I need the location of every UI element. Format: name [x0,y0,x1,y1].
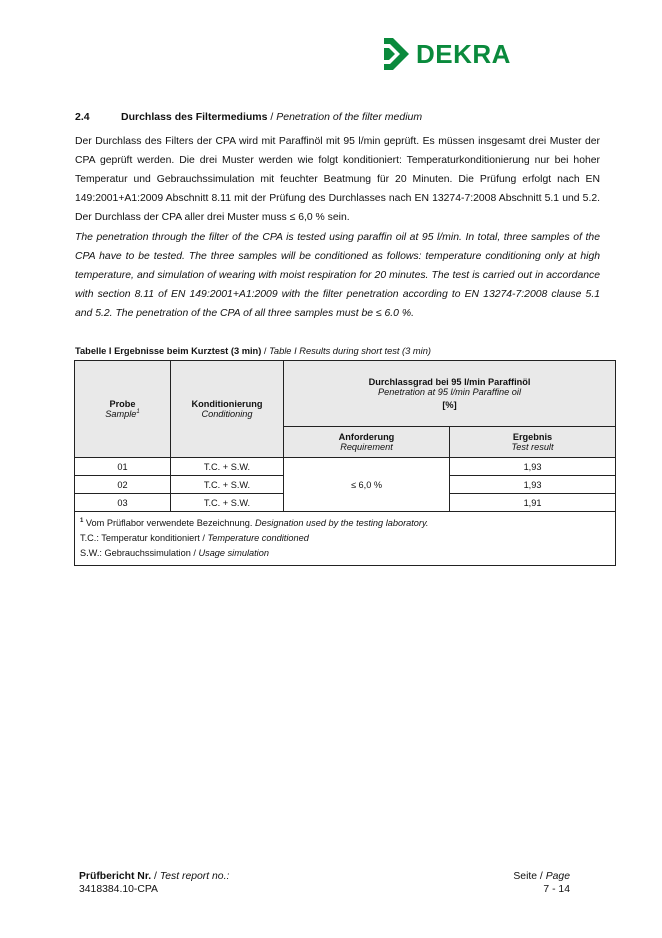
table-footnotes [75,512,616,566]
cell-requirement: ≤ 6,0 % [284,458,450,512]
footnote-2-en: Temperature conditioned [207,533,309,544]
header-probe-de: Probe [109,398,136,409]
table-caption-en: Table I Results during short test (3 min) [269,346,431,356]
header-conditioning-en: Conditioning [201,409,253,419]
footnote-1-en: Designation used by the testing laboratory. [254,518,429,529]
footnote-1-sup: 1 [80,518,84,524]
table-caption-separator: / [261,346,270,356]
footnote-3-de: S.W.: Gebrauchssimulation / [80,548,199,559]
footnote-cell [75,512,616,566]
header-requirement [284,427,450,458]
footnote-2 [80,531,610,546]
header-probe [75,361,171,458]
dekra-logo-icon [384,38,410,70]
section-heading [75,111,422,123]
header-requirement-de: Anforderung [338,432,395,442]
header-result-en: Test result [511,442,554,452]
footer-report-sep: / [151,871,160,882]
dekra-logo [384,38,511,70]
footer-page-sep: / [537,871,546,882]
header-conditioning [171,361,284,458]
header-probe-sup: 1 [136,408,140,415]
footer-report-label-en: Test report no.: [159,871,230,882]
table-caption [75,346,431,356]
footer-page-number: 7 - 14 [543,884,570,895]
footnote-3 [80,546,610,561]
footer-page-label-de: Seite [513,871,538,882]
header-result-de: Ergebnis [512,432,553,442]
footnote-2-de: T.C.: Temperatur konditioniert / [80,533,208,544]
cell-result: 1,93 [450,458,616,476]
footnote-1-de: Vom Prüflabor verwendete Bezeichnung. [83,518,255,529]
cell-conditioning: T.C. + S.W. [171,476,284,494]
footer-report-number: 3418384.10-CPA [79,884,158,895]
cell-probe: 02 [75,476,171,494]
cell-probe: 01 [75,458,171,476]
logo-text: DEKRA [416,39,511,69]
header-result [450,427,616,458]
footer-report [79,870,229,896]
footnote-1 [80,514,610,531]
header-requirement-en: Requirement [340,442,393,452]
header-probe-en: Sample [105,409,137,420]
paragraph-german: Der Durchlass des Filters der CPA wird mit Paraffinöl mit 95 l/min geprüft. Es müssen insgesamt drei Muster der CPA geprüft werden. Die drei Muster werden wie folgt konditioniert: Temperaturkonditionierung nur bei hoher Temperatur und Gebrauchssimulation mit feuchter Beatmung für 20 Minuten. Die Prüfung erfolgt nach EN 149:2001+A1:2009 Abschnitt 8.11 mit der Prüfung des Durchlasses nach EN 13274-7:2008 Abschnitt 5.1 und 5.2. Der Durchlass der CPA aller drei Muster muss ≤ 6,0 % sein. [75,136,600,223]
section-number: 2.4 [75,111,90,123]
footer-page-label-en: Page [545,871,570,882]
section-separator: / [270,111,274,123]
header-conditioning-de: Konditionierung [191,399,263,409]
section-title-en: Penetration of the filter medium [276,111,423,123]
footer-page [508,870,570,896]
cell-result: 1,93 [450,476,616,494]
header-penetration-group [284,361,616,427]
header-group-unit: [%] [442,400,457,410]
header-group-de: Durchlassgrad bei 95 l/min Paraffinöl [368,377,531,387]
cell-conditioning: T.C. + S.W. [171,458,284,476]
table-row [75,458,616,476]
results-table [74,360,616,566]
table-caption-de: Tabelle I Ergebnisse beim Kurztest (3 min) [75,346,262,356]
cell-result: 1,91 [450,494,616,512]
section-title-de: Durchlass des Filtermediums [121,111,268,123]
header-group-en: Penetration at 95 l/min Paraffine oil [378,387,521,397]
cell-probe: 03 [75,494,171,512]
cell-conditioning: T.C. + S.W. [171,494,284,512]
footer-report-label-de: Prüfbericht Nr. [79,871,152,882]
footnote-3-en: Usage simulation [198,548,269,559]
paragraph-english: The penetration through the filter of the CPA is tested using paraffin oil at 95 l/min. In total, three samples of the CPA have to be tested. The three samples will be conditioned as follows: temperature conditioning only at high temperature, and simulation of wearing with moist respiration for 20 minutes. The test is carried out in accordance with section 8.11 of EN 149:2001+A1:2009 with the filter penetration according to EN 13274-7:2008 clause 5.1 and 5.2. The penetration of the CPA of all three samples must be ≤ 6.0 %. [75,232,600,319]
